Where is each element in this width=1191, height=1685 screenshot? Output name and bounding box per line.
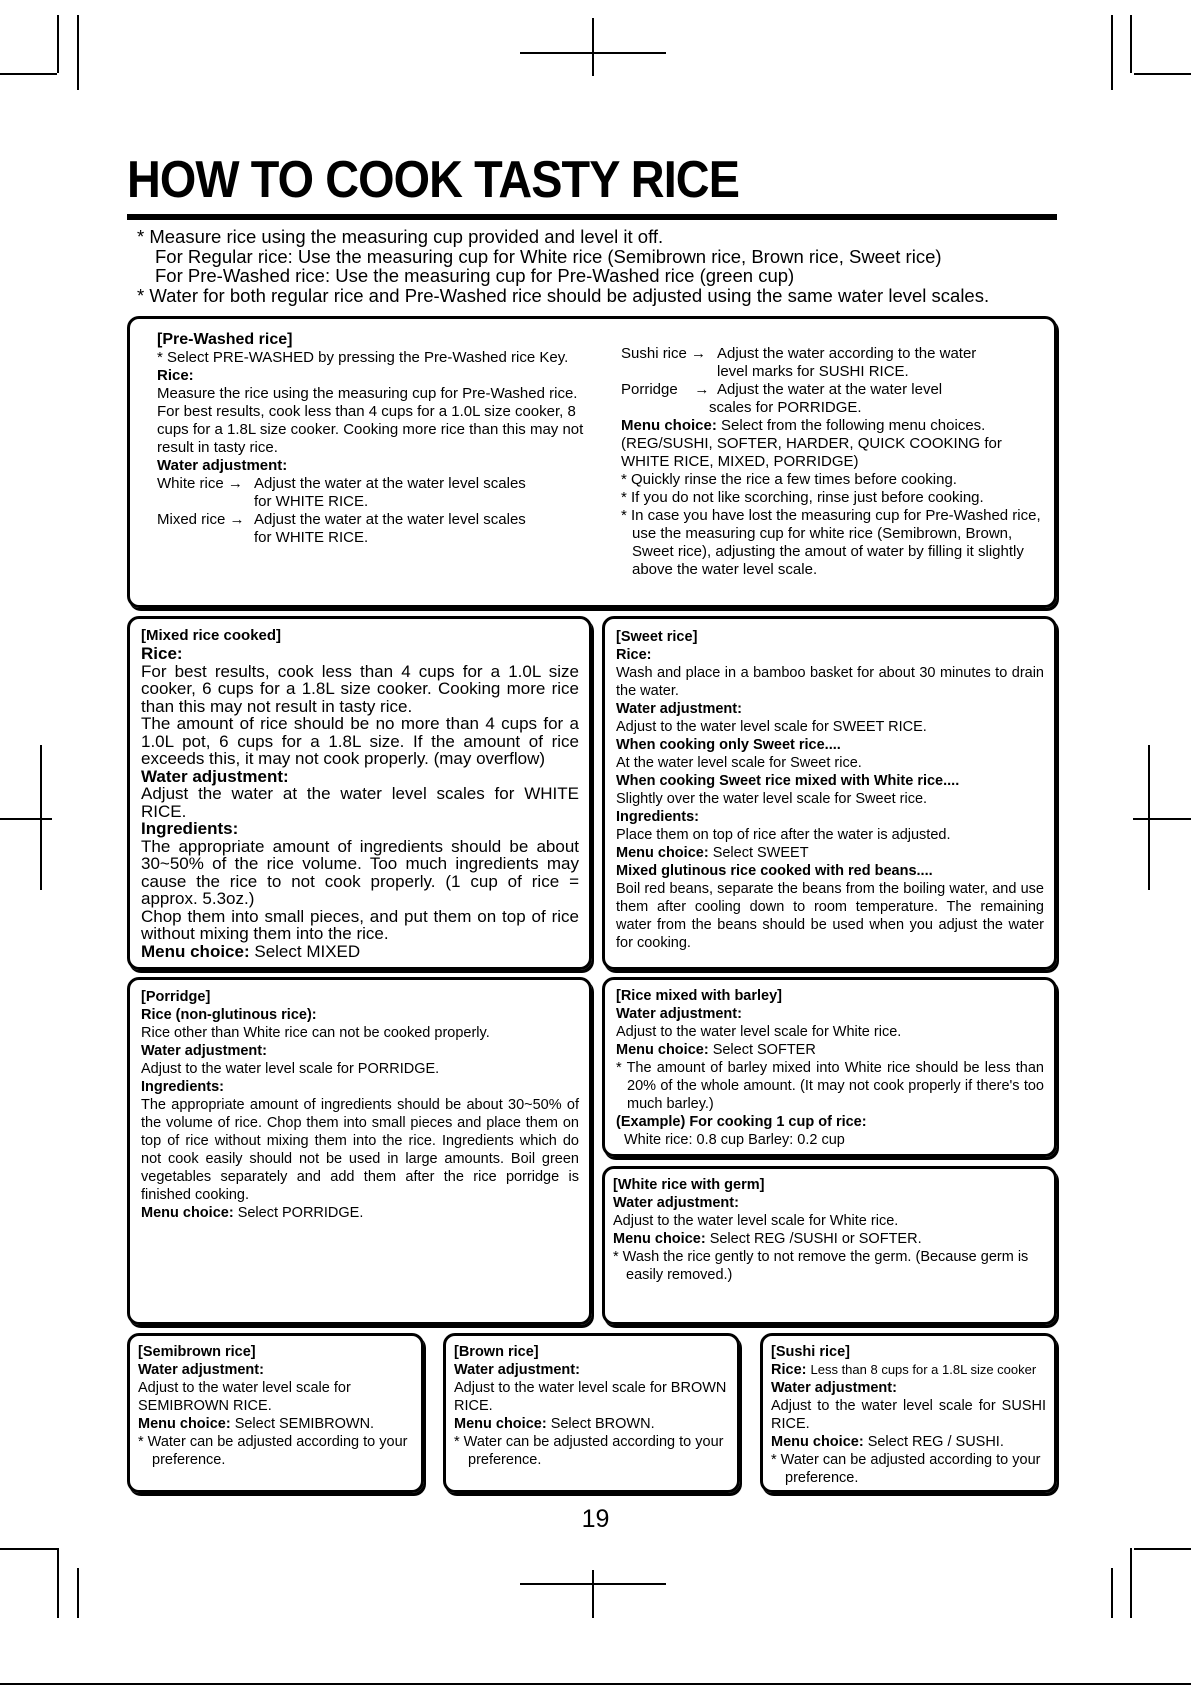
section-heading: [Sweet rice] [616,629,698,645]
section-heading: [Mixed rice cooked] [141,627,282,644]
mixed-body [141,645,579,960]
brown-rice-box [443,1333,740,1493]
menu-choice-label: Menu choice: [771,1434,864,1450]
rice-label: Rice (non-glutinous rice): [141,1007,317,1023]
section-heading: [Rice mixed with barley] [616,988,782,1004]
rice-text: Rice other than White rice can not be cooked properly. [141,1025,490,1041]
menu-choice-line [138,1415,413,1433]
menu-choice-line [616,844,1044,862]
sweet-rice-box [602,616,1057,970]
rice-text: The amount of rice should be no more than 4 cups for a 1.0L pot, 6 cups for a 1.8L size. If the amount of rice exceeds this, it may not cook properly. (may overflow) [141,714,579,768]
rice-text: Measure the rice using the measuring cup for Pre-Washed rice. [157,385,578,402]
section-heading: [Semibrown rice] [138,1344,256,1360]
water-adjustment-label: Water adjustment: [454,1362,580,1378]
water-adjustment-label: Water adjustment: [141,766,289,786]
mixed-rice-label: Mixed rice → [157,511,245,528]
menu-choice-label: Menu choice: [616,1042,709,1058]
title-rule [127,214,1057,220]
white-rice-text: Adjust the water at the water level scales [254,475,526,492]
porridge-box [127,977,592,1325]
menu-choice-text: Select SWEET [712,845,809,861]
porridge-label: Porridge → [621,381,710,398]
rice-text: For best results, cook less than 4 cups for a 1.0L size cooker, 6 cups for a 1.8L size cooker. Cooking more rice than this may not result in tasty rice. [141,661,579,716]
ingredients-text: Place them on top of rice after the water is adjusted. [616,827,951,843]
porridge-text: scales for PORRIDGE. [709,399,862,416]
water-adjustment-label: Water adjustment: [141,1043,267,1059]
menu-choice-label: Menu choice: [454,1416,547,1432]
menu-choice-text: Select PORRIDGE. [237,1205,364,1221]
mixed-header [141,627,579,645]
menu-choice-label: Menu choice: [621,417,717,434]
menu-choice-text: Select BROWN. [550,1416,655,1432]
rice-line [771,1361,1046,1379]
intro-line: * Measure rice using the measuring cup provided and level it off. [137,226,664,247]
ingredients-label: Ingredients: [141,819,239,838]
mixed-rice-text: Adjust the water at the water level scales [254,511,526,528]
rice-label: Rice: [141,644,183,663]
water-adjustment-text: Adjust to the water level scale for SUSHI RICE. [771,1398,1046,1432]
water-adjustment-text: Adjust to the water level scale for White rice. [616,1024,902,1040]
menu-choice-text: Select SEMIBROWN. [234,1416,375,1432]
menu-choice-line [616,1041,1044,1059]
mixed-white-label: When cooking Sweet rice mixed with White rice.... [616,773,960,789]
note: * In case you have lost the measuring cup for Pre-Washed rice, use the measuring cup for white rice (Semibrown, Brown, Sweet rice), adjusting the amout of water by filling it slightly above the water level scale. [621,507,1041,578]
sushi-rice-box [760,1333,1057,1493]
intro-line: For Regular rice: Use the measuring cup for White rice (Semibrown rice, Brown rice, Sweet rice) [155,245,942,267]
water-adjustment-label: Water adjustment: [138,1362,264,1378]
intro-line: * Water for both regular rice and Pre-Washed rice should be adjusted using the same water level scales. [137,284,990,306]
sushi-rice-line [621,345,1041,363]
note: * The amount of barley mixed into White rice should be less than 20% of the whole amount. (It may not cook properly if there's too much barley.) [616,1060,1044,1112]
ingredients-label: Ingredients: [141,1079,224,1095]
prewashed-right-column [621,345,1041,579]
white-rice-line [157,475,587,493]
mixed-rice-line [157,511,587,529]
select-note: * Select PRE-WASHED by pressing the Pre-Washed rice Key. [157,349,569,366]
note: * Water can be adjusted according to your preference. [138,1434,408,1468]
rice-label: Rice: [771,1362,807,1378]
water-adjustment-text: Adjust to the water level scale for PORRIDGE. [141,1061,440,1077]
section-heading: [Sushi rice] [771,1344,850,1360]
page-title: HOW TO COOK TASTY RICE [127,151,740,209]
white-rice-label: White rice → [157,475,243,492]
red-beans-label: Mixed glutinous rice cooked with red beans.... [616,863,933,879]
rice-text: Less than 8 cups for a 1.8L size cooker [810,1362,1037,1377]
menu-choice-line [141,943,579,961]
note: * Wash the rice gently to not remove the germ. (Because germ is easily removed.) [613,1249,1029,1283]
only-sweet-text: At the water level scale for Sweet rice. [616,755,862,771]
menu-choice-line [771,1433,1046,1451]
mixed-rice-text: for WHITE RICE. [254,529,369,546]
ingredients-label: Ingredients: [616,809,699,825]
sushi-rice-label: Sushi rice → [621,345,707,362]
rice-text: Wash and place in a bamboo basket for about 30 minutes to drain the water. [616,665,1044,699]
rice-label: Rice: [616,647,652,663]
ingredients-text: The appropriate amount of ingredients should be about 30~50% of the rice volume. Too much ingredients may cause the rice to not cook properly. (1 cup of rice = approx. 5.3oz.) [141,836,579,908]
example-label: (Example) For cooking 1 cup of rice: [616,1114,867,1130]
water-adjustment-label: Water adjustment: [157,457,288,474]
note: * If you do not like scorching, rinse just before cooking. [621,489,984,506]
water-adjustment-label: Water adjustment: [616,1006,742,1022]
menu-choice-label: Menu choice: [141,1205,234,1221]
section-heading: [Pre-Washed rice] [157,331,293,348]
water-adjustment-label: Water adjustment: [771,1380,897,1396]
red-beans-text: Boil red beans, separate the beans from the boiling water, and use them after cooling down to room temperature. The remaining water from the beans should be used when you adjust the water for cooking. [616,881,1044,951]
water-adjustment-text: Adjust the water at the water level scales for WHITE RICE. [141,784,579,821]
water-adjustment-text: Adjust to the water level scale for BROWN RICE. [454,1380,727,1414]
water-adjustment-text: Adjust to the water level scale for SEMIBROWN RICE. [138,1380,351,1414]
menu-choice-text: Select REG /SUSHI or SOFTER. [709,1231,922,1247]
menu-choice-label: Menu choice: [613,1231,706,1247]
menu-choice-text: Select SOFTER [712,1042,816,1058]
section-heading: [Brown rice] [454,1344,539,1360]
menu-choice-line [613,1230,1044,1248]
water-adjustment-text: Adjust to the water level scale for SWEET RICE. [616,719,927,735]
mixed-white-text: Slightly over the water level scale for Sweet rice. [616,791,928,807]
menu-choice-line [454,1415,729,1433]
barley-rice-box [602,977,1057,1157]
rice-label: Rice: [157,367,194,384]
note: * Quickly rinse the rice a few times before cooking. [621,471,957,488]
only-sweet-label: When cooking only Sweet rice.... [616,737,841,753]
section-heading: [Porridge] [141,989,211,1005]
sushi-rice-text: level marks for SUSHI RICE. [717,363,909,380]
water-adjustment-label: Water adjustment: [613,1195,739,1211]
section-heading: [White rice with germ] [613,1177,765,1193]
water-adjustment-label: Water adjustment: [616,701,742,717]
porridge-line [621,381,1041,399]
menu-choice-label: Menu choice: [138,1416,231,1432]
menu-choice-label: Menu choice: [616,845,709,861]
example-text: White rice: 0.8 cup Barley: 0.2 cup [624,1132,845,1148]
white-rice-text: for WHITE RICE. [254,493,369,510]
menu-choice-label: Menu choice: [141,941,250,961]
sushi-rice-text: Adjust the water according to the water [717,345,977,362]
ingredients-text: The appropriate amount of ingredients should be about 30~50% of the volume of rice. Chop them into small pieces and place them on top of rice without mixing them into the rice. Ingredients which do not cook easily should not be used in large amounts. Boil green vegetables separately and add them after the rice porridge is finished cooking. [141,1097,579,1203]
porridge-text: Adjust the water at the water level [717,381,943,398]
ingredients-text: Chop them into small pieces, and put them on top of rice without mixing them into the rice. [141,906,579,943]
semibrown-rice-box [127,1333,424,1493]
note: * Water can be adjusted according to your preference. [454,1434,724,1468]
water-adjustment-text: Adjust to the water level scale for White rice. [613,1213,899,1229]
intro-notes [137,227,1067,305]
menu-choice-text: Select MIXED [254,941,361,961]
intro-line: For Pre-Washed rice: Use the measuring cup for Pre-Washed rice (green cup) [155,265,795,286]
menu-choice-text: Select REG / SUSHI. [867,1434,1004,1450]
note: * Water can be adjusted according to your preference. [771,1452,1041,1486]
mixed-rice-box [127,616,592,970]
menu-choice-line [621,417,1041,471]
page-number: 19 [581,1505,610,1533]
prewashed-left-column [157,331,587,547]
prewashed-rice-box [127,316,1057,608]
menu-choice-line [141,1204,579,1222]
menu-choice-text: Select from the following menu choices. (REG/SUSHI, SOFTER, HARDER, QUICK COOKING for WHITE RICE, MIXED, PORRIDGE) [621,417,1002,470]
rice-text: For best results, cook less than 4 cups for a 1.0L size cooker, 8 cups for a 1.8L size cooker. Cooking more rice than this may not result in tasty rice. [157,403,584,456]
germ-rice-box [602,1166,1057,1325]
